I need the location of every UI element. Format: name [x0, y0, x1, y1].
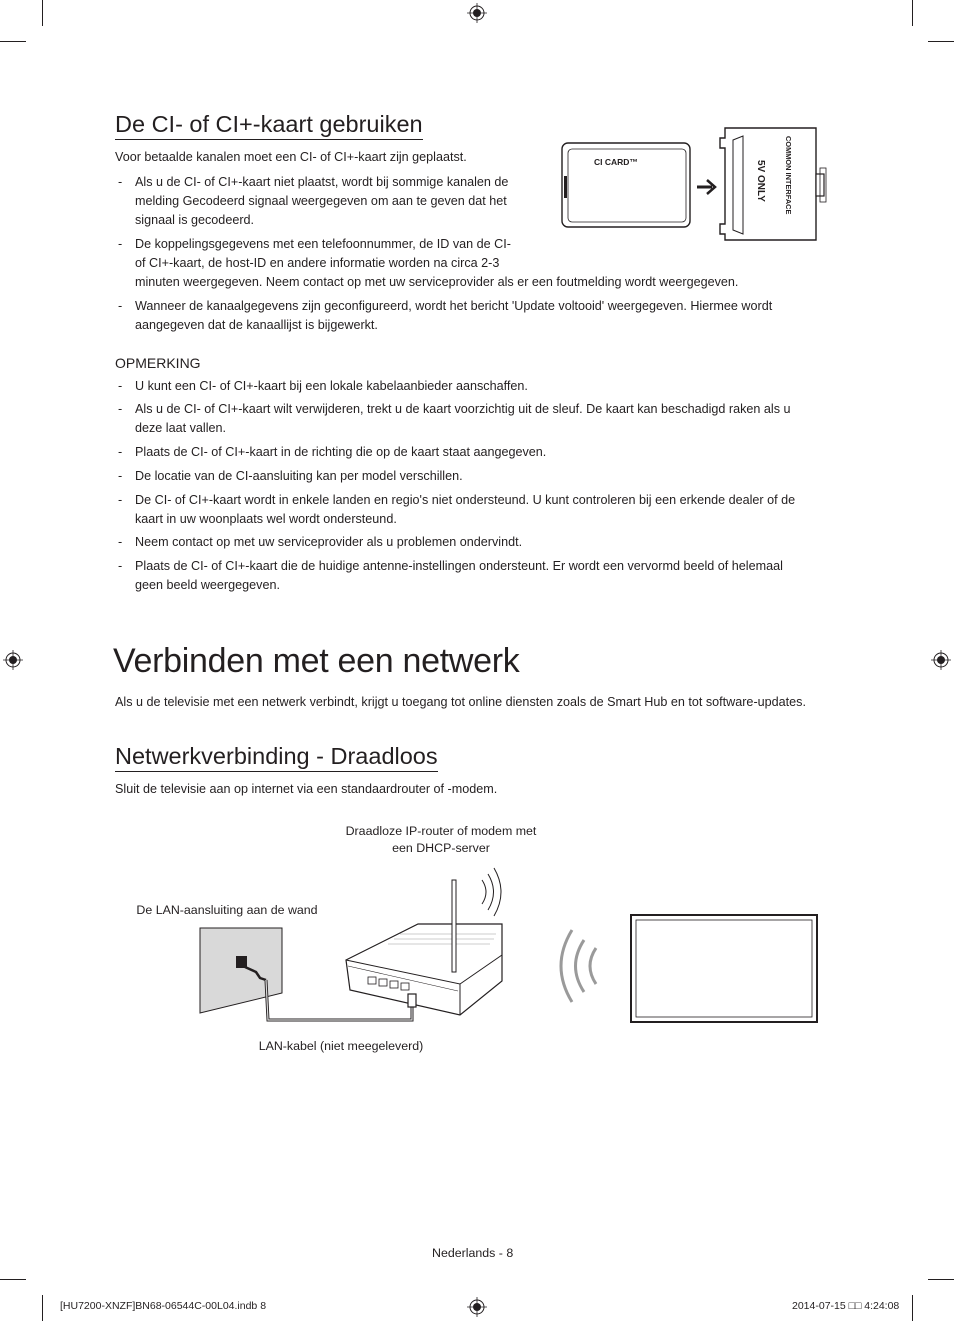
page-title: Verbinden met een netwerk — [113, 642, 520, 680]
list-item: - Plaats de CI- of CI+-kaart die de huidige antenne-instellingen ondersteunt. Er wordt een vervormd beeld of helemaal geen beeld weergegeven. — [118, 559, 783, 592]
crop-mark — [928, 41, 954, 42]
card-label: CI CARD™ — [594, 157, 638, 167]
file-slug: [HU7200-XNZF]BN68-06544C-00L04.indb 8 — [60, 1300, 267, 1312]
section-title-wireless: Netwerkverbinding - Draadloos — [115, 742, 438, 772]
crop-mark — [912, 0, 913, 26]
network-intro: Als u de televisie met een netwerk verbindt, krijgt u toegang tot online diensten zoals de Smart Hub en tot software-updates. — [115, 695, 806, 709]
wireless-intro: Sluit de televisie aan op internet via een standaardrouter of -modem. — [115, 782, 498, 796]
note-title: OPMERKING — [115, 355, 201, 371]
ci-card-illustration — [560, 122, 850, 250]
network-diagram — [190, 860, 830, 1030]
list-item: - De koppelingsgegevens met een telefoonnummer, de ID van de CI- of CI+-kaart, de host-ID en andere informatie worden na circa 2-3 minuten weergegeven. Neem contact op met uw serviceprovider als er een foutmelding wordt weergegeven. — [118, 237, 739, 289]
registration-mark-icon — [3, 650, 23, 670]
page-number: Nederlands - 8 — [432, 1246, 514, 1260]
crop-mark — [42, 1295, 43, 1321]
router-caption: Draadloze IP-router of modem met een DHCP-server — [345, 824, 537, 855]
section-title-ci: De CI- of CI+-kaart gebruiken — [115, 110, 423, 140]
list-item: - Als u de CI- of CI+-kaart wilt verwijderen, trekt u de kaart voorzichtig uit de sleuf. De kaart kan beschadigd raken als u deze laat vallen. — [118, 402, 791, 435]
crop-mark — [928, 1279, 954, 1280]
ci-intro: Voor betaalde kanalen moet een CI- of CI+-kaart zijn geplaatst. — [115, 150, 467, 164]
crop-mark — [912, 1295, 913, 1321]
list-item: - Neem contact op met uw serviceprovider als u problemen ondervindt. — [118, 535, 523, 549]
registration-mark-icon — [931, 650, 951, 670]
list-item: - Plaats de CI- of CI+-kaart in de richting die op de kaart staat aangegeven. — [118, 445, 547, 459]
list-item: - De locatie van de CI-aansluiting kan per model verschillen. — [118, 469, 463, 483]
crop-mark — [42, 0, 43, 26]
cable-caption: LAN-kabel (niet meegeleverd) — [258, 1039, 424, 1053]
list-item: - U kunt een CI- of CI+-kaart bij een lokale kabelaanbieder aanschaffen. — [118, 379, 528, 393]
wall-caption: De LAN-aansluiting aan de wand — [136, 903, 318, 917]
crop-mark — [0, 1279, 26, 1280]
registration-mark-icon — [467, 1297, 487, 1317]
crop-mark — [0, 41, 26, 42]
registration-mark-icon — [467, 3, 487, 23]
list-item: - Wanneer de kanaalgegevens zijn geconfigureerd, wordt het bericht 'Update voltooid' weergegeven. Hiermee wordt aangegeven dat de kanaallijst is bijgewerkt. — [118, 299, 773, 332]
slot-label-5v: 5V ONLY — [755, 160, 766, 202]
list-item: - De CI- of CI+-kaart wordt in enkele landen en regio's niet ondersteund. U kunt controleren bij een erkende dealer of de kaart in uw woonplaats wel wordt ondersteund. — [118, 493, 796, 526]
slot-label-common-interface: COMMON INTERFACE — [784, 136, 793, 215]
date-slug: 2014-07-15 □□ 4:24:08 — [792, 1300, 900, 1312]
list-item: - Als u de CI- of CI+-kaart niet plaatst, wordt bij sommige kanalen de melding Gecodeerd signaal weergegeven om aan te geven dat het signaal is gecodeerd. — [118, 175, 509, 227]
